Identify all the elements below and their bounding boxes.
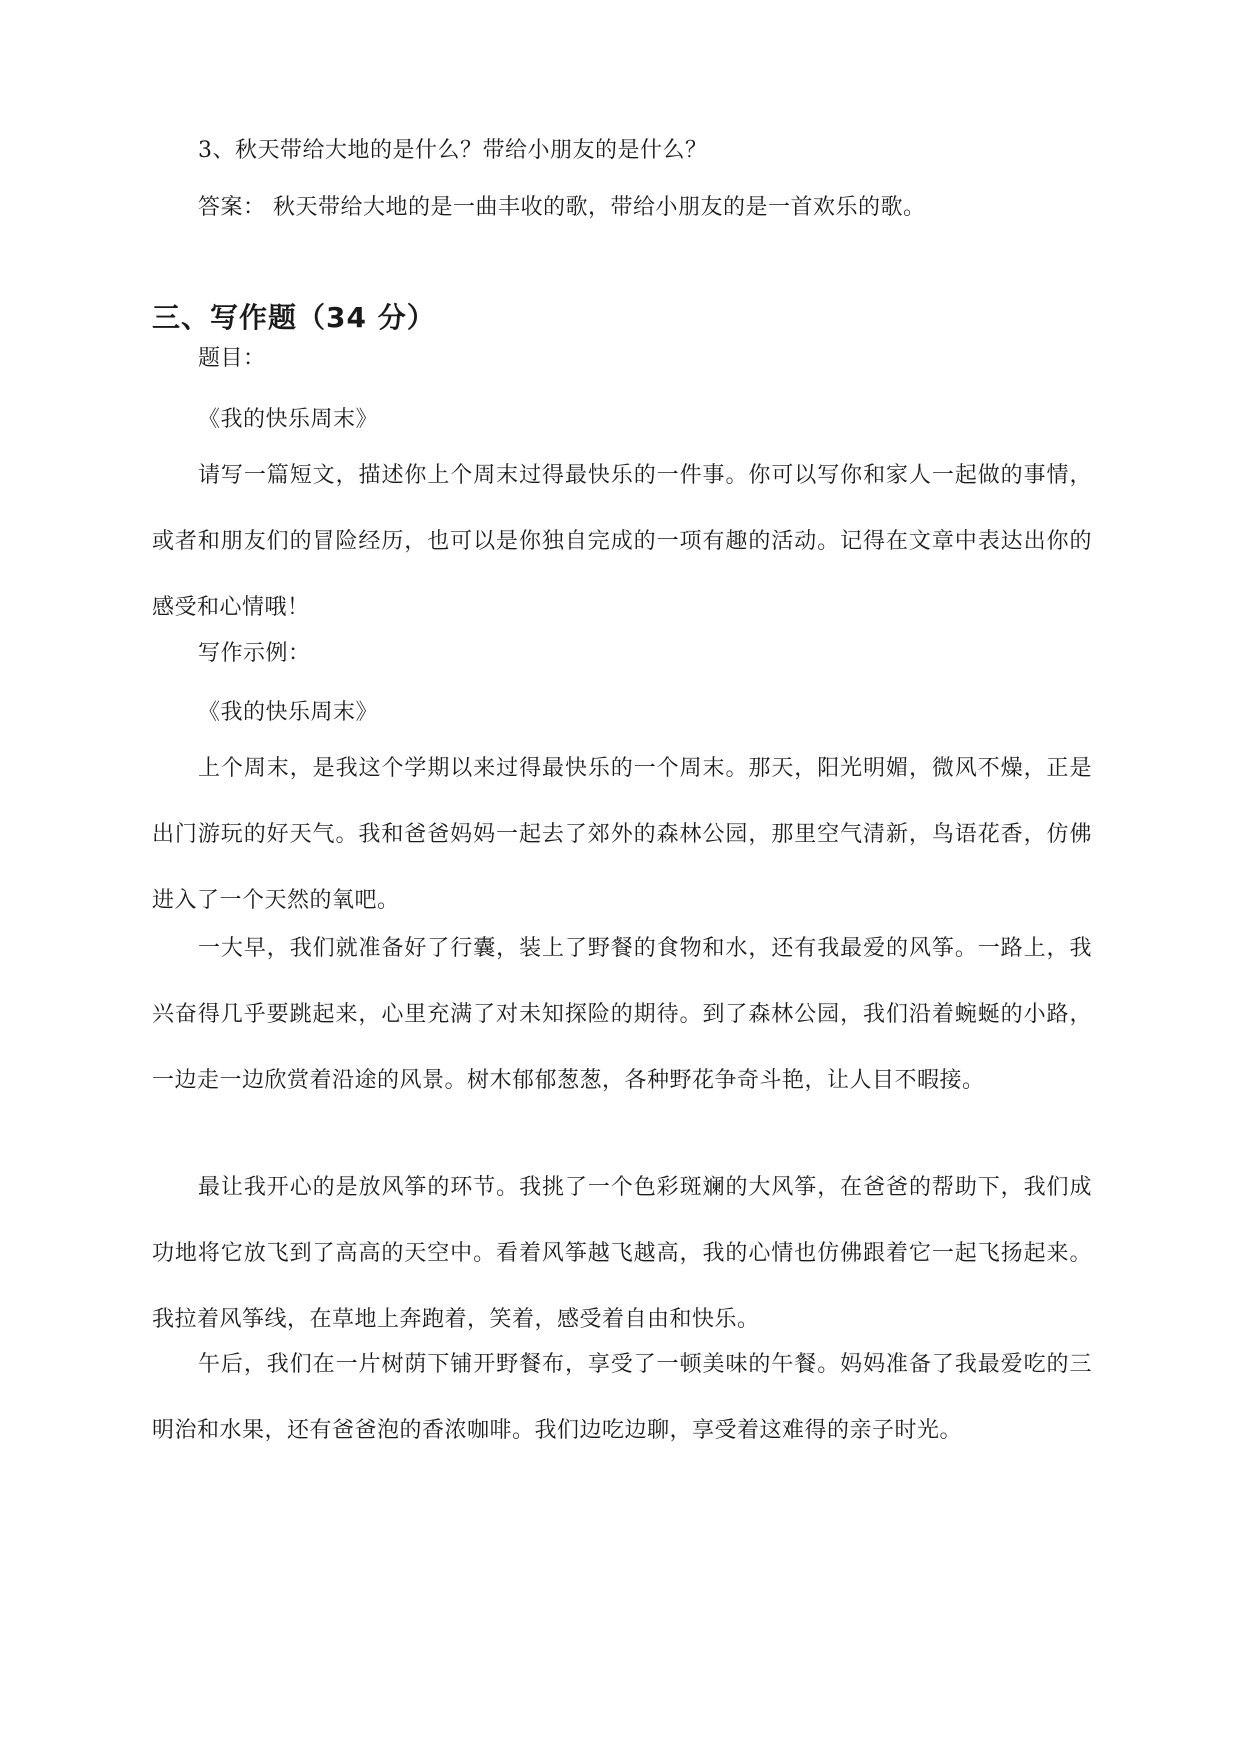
example-paragraph-1: 上个周末，是我这个学期以来过得最快乐的一个周末。那天，阳光明媚，微风不燥，正是出门游玩的好天气。我和爸爸妈妈一起去了郊外的森林公园，那里空气清新，鸟语花香，仿佛进入了一个天然的氧吧。 xyxy=(152,756,1092,913)
example-paragraph-4: 午后，我们在一片树荫下铺开野餐布，享受了一顿美味的午餐。妈妈准备了我最爱吃的三明治和水果，还有爸爸泡的香浓咖啡。我们边吃边聊，享受着这难得的亲子时光。 xyxy=(152,1352,1092,1443)
example-paragraph-2: 一大早，我们就准备好了行囊，装上了野餐的食物和水，还有我最爱的风筝。一路上，我兴奋得几乎要跳起来，心里充满了对未知探险的期待。到了森林公园，我们沿着蜿蜒的小路，一边走一边欣赏着沿途的风景。树木郁郁葱葱，各种野花争奇斗艳，让人目不暇接。 xyxy=(152,936,1092,1093)
question-3: 3、秋天带给大地的是什么？带给小朋友的是什么？ xyxy=(198,138,708,163)
example-label: 写作示例： xyxy=(198,641,311,666)
answer-3: 答案： 秋天带给大地的是一曲丰收的歌，带给小朋友的是一首欢乐的歌。 xyxy=(198,195,926,220)
topic-label: 题目： xyxy=(198,346,266,371)
section-heading-writing: 三、写作题（34 分） xyxy=(152,301,436,334)
example-title: 《我的快乐周末》 xyxy=(198,700,379,725)
writing-prompt: 请写一篇短文，描述你上个周末过得最快乐的一件事。你可以写你和家人一起做的事情，或者和朋友们的冒险经历，也可以是你独自完成的一项有趣的活动。记得在文章中表达出你的感受和心情哦！ xyxy=(152,463,1092,620)
topic-title: 《我的快乐周末》 xyxy=(198,407,379,432)
example-paragraph-3: 最让我开心的是放风筝的环节。我挑了一个色彩斑斓的大风筝，在爸爸的帮助下，我们成功地将它放飞到了高高的天空中。看着风筝越飞越高，我的心情也仿佛跟着它一起飞扬起来。我拉着风筝线，在草地上奔跑着，笑着，感受着自由和快乐。 xyxy=(152,1175,1092,1332)
